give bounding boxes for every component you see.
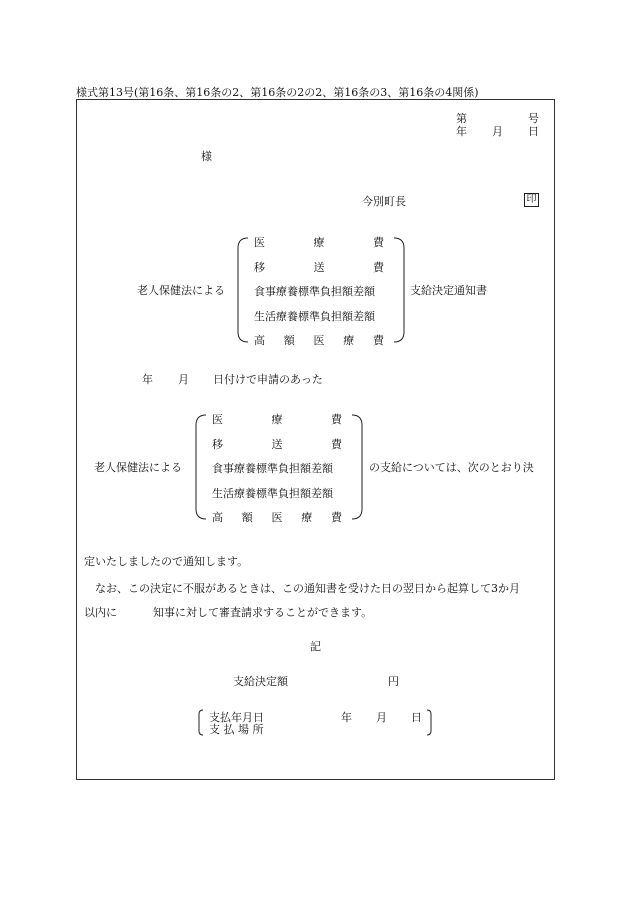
bracket-item-char: 高 bbox=[212, 511, 223, 524]
bracket-item bbox=[254, 334, 384, 347]
block2-prefix: 老人保健法による bbox=[94, 461, 182, 474]
number-go: 号 bbox=[528, 112, 539, 125]
bracket-item: 食事療養標準負担額差額 bbox=[254, 285, 375, 298]
block2-suffix: の支給については、次のとおり決 bbox=[369, 461, 534, 474]
body-line-2: なお、この決定に不服があるときは、この通知書を受けた日の翌日から起算して3か月 bbox=[95, 582, 520, 595]
date-day: 日 bbox=[528, 125, 539, 138]
application-month: 月 bbox=[178, 373, 189, 386]
pay-day: 日 bbox=[411, 711, 422, 724]
bracket-item-char: 移 bbox=[212, 437, 223, 451]
addressee-sama: 様 bbox=[201, 150, 212, 163]
amount-unit: 円 bbox=[388, 675, 399, 688]
bracket-item-char: 送 bbox=[271, 437, 283, 451]
date-year: 年 bbox=[456, 125, 467, 138]
bracket-item-char: 費 bbox=[331, 437, 342, 451]
bracket-item: 食事療養標準負担額差額 bbox=[212, 462, 333, 475]
bracket-item-char: 費 bbox=[373, 334, 384, 347]
body-line-3a: 以内に bbox=[84, 606, 117, 619]
bracket-item bbox=[212, 511, 342, 524]
bracket-item-char: 医 bbox=[254, 236, 265, 249]
bracket-item-char: 療 bbox=[343, 334, 355, 347]
application-year: 年 bbox=[142, 373, 153, 386]
body-line-1: 定いたしましたので通知します。 bbox=[84, 555, 249, 568]
pay-place-label: 支 払 場 所 bbox=[209, 723, 264, 736]
pay-date-label: 支払年月日 bbox=[209, 711, 264, 724]
block1-suffix: 支給決定通知書 bbox=[410, 284, 487, 297]
amount-label: 支給決定額 bbox=[233, 675, 288, 688]
bracket-item-char: 高 bbox=[254, 334, 265, 347]
bracket-item-char: 額 bbox=[241, 511, 253, 524]
form-header: 様式第13号(第16条、第16条の2、第16条の2の2、第16条の3、第16条の4関係) bbox=[76, 86, 479, 99]
bracket-item-char: 療 bbox=[313, 236, 325, 249]
bracket-item-char: 費 bbox=[373, 260, 384, 274]
bracket-item bbox=[254, 236, 384, 249]
bracket-item-char: 移 bbox=[254, 260, 265, 274]
date-month: 月 bbox=[492, 125, 503, 138]
bracket-item-char: 医 bbox=[313, 334, 325, 347]
bracket-item bbox=[254, 261, 384, 274]
application-text: 日付けで申請のあった bbox=[213, 373, 323, 386]
bracket-item-char: 額 bbox=[283, 334, 295, 347]
bracket-item-char: 費 bbox=[331, 413, 342, 426]
bracket-item-char: 療 bbox=[301, 511, 313, 524]
body-line-3b: 知事に対して審査請求することができます。 bbox=[153, 606, 373, 619]
seal-stamp: 印 bbox=[524, 193, 539, 207]
ki-heading: 記 bbox=[310, 640, 321, 653]
bracket-item: 生活療養標準負担額差額 bbox=[212, 486, 333, 500]
bracket-item: 生活療養標準負担額差額 bbox=[254, 309, 375, 323]
bracket-item-char: 送 bbox=[313, 260, 325, 274]
bracket-item bbox=[212, 413, 342, 426]
pay-month: 月 bbox=[376, 711, 387, 724]
number-dai: 第 bbox=[456, 112, 467, 125]
pay-year: 年 bbox=[341, 711, 352, 724]
bracket-item bbox=[212, 438, 342, 451]
bracket-item-char: 療 bbox=[271, 413, 283, 426]
bracket-item-char: 費 bbox=[331, 511, 342, 524]
bracket-item-char: 医 bbox=[212, 413, 223, 426]
bracket-item-char: 費 bbox=[373, 236, 384, 249]
bracket-item-char: 医 bbox=[271, 511, 283, 524]
block1-prefix: 老人保健法による bbox=[137, 284, 225, 297]
issuer-name: 今別町長 bbox=[362, 195, 406, 208]
